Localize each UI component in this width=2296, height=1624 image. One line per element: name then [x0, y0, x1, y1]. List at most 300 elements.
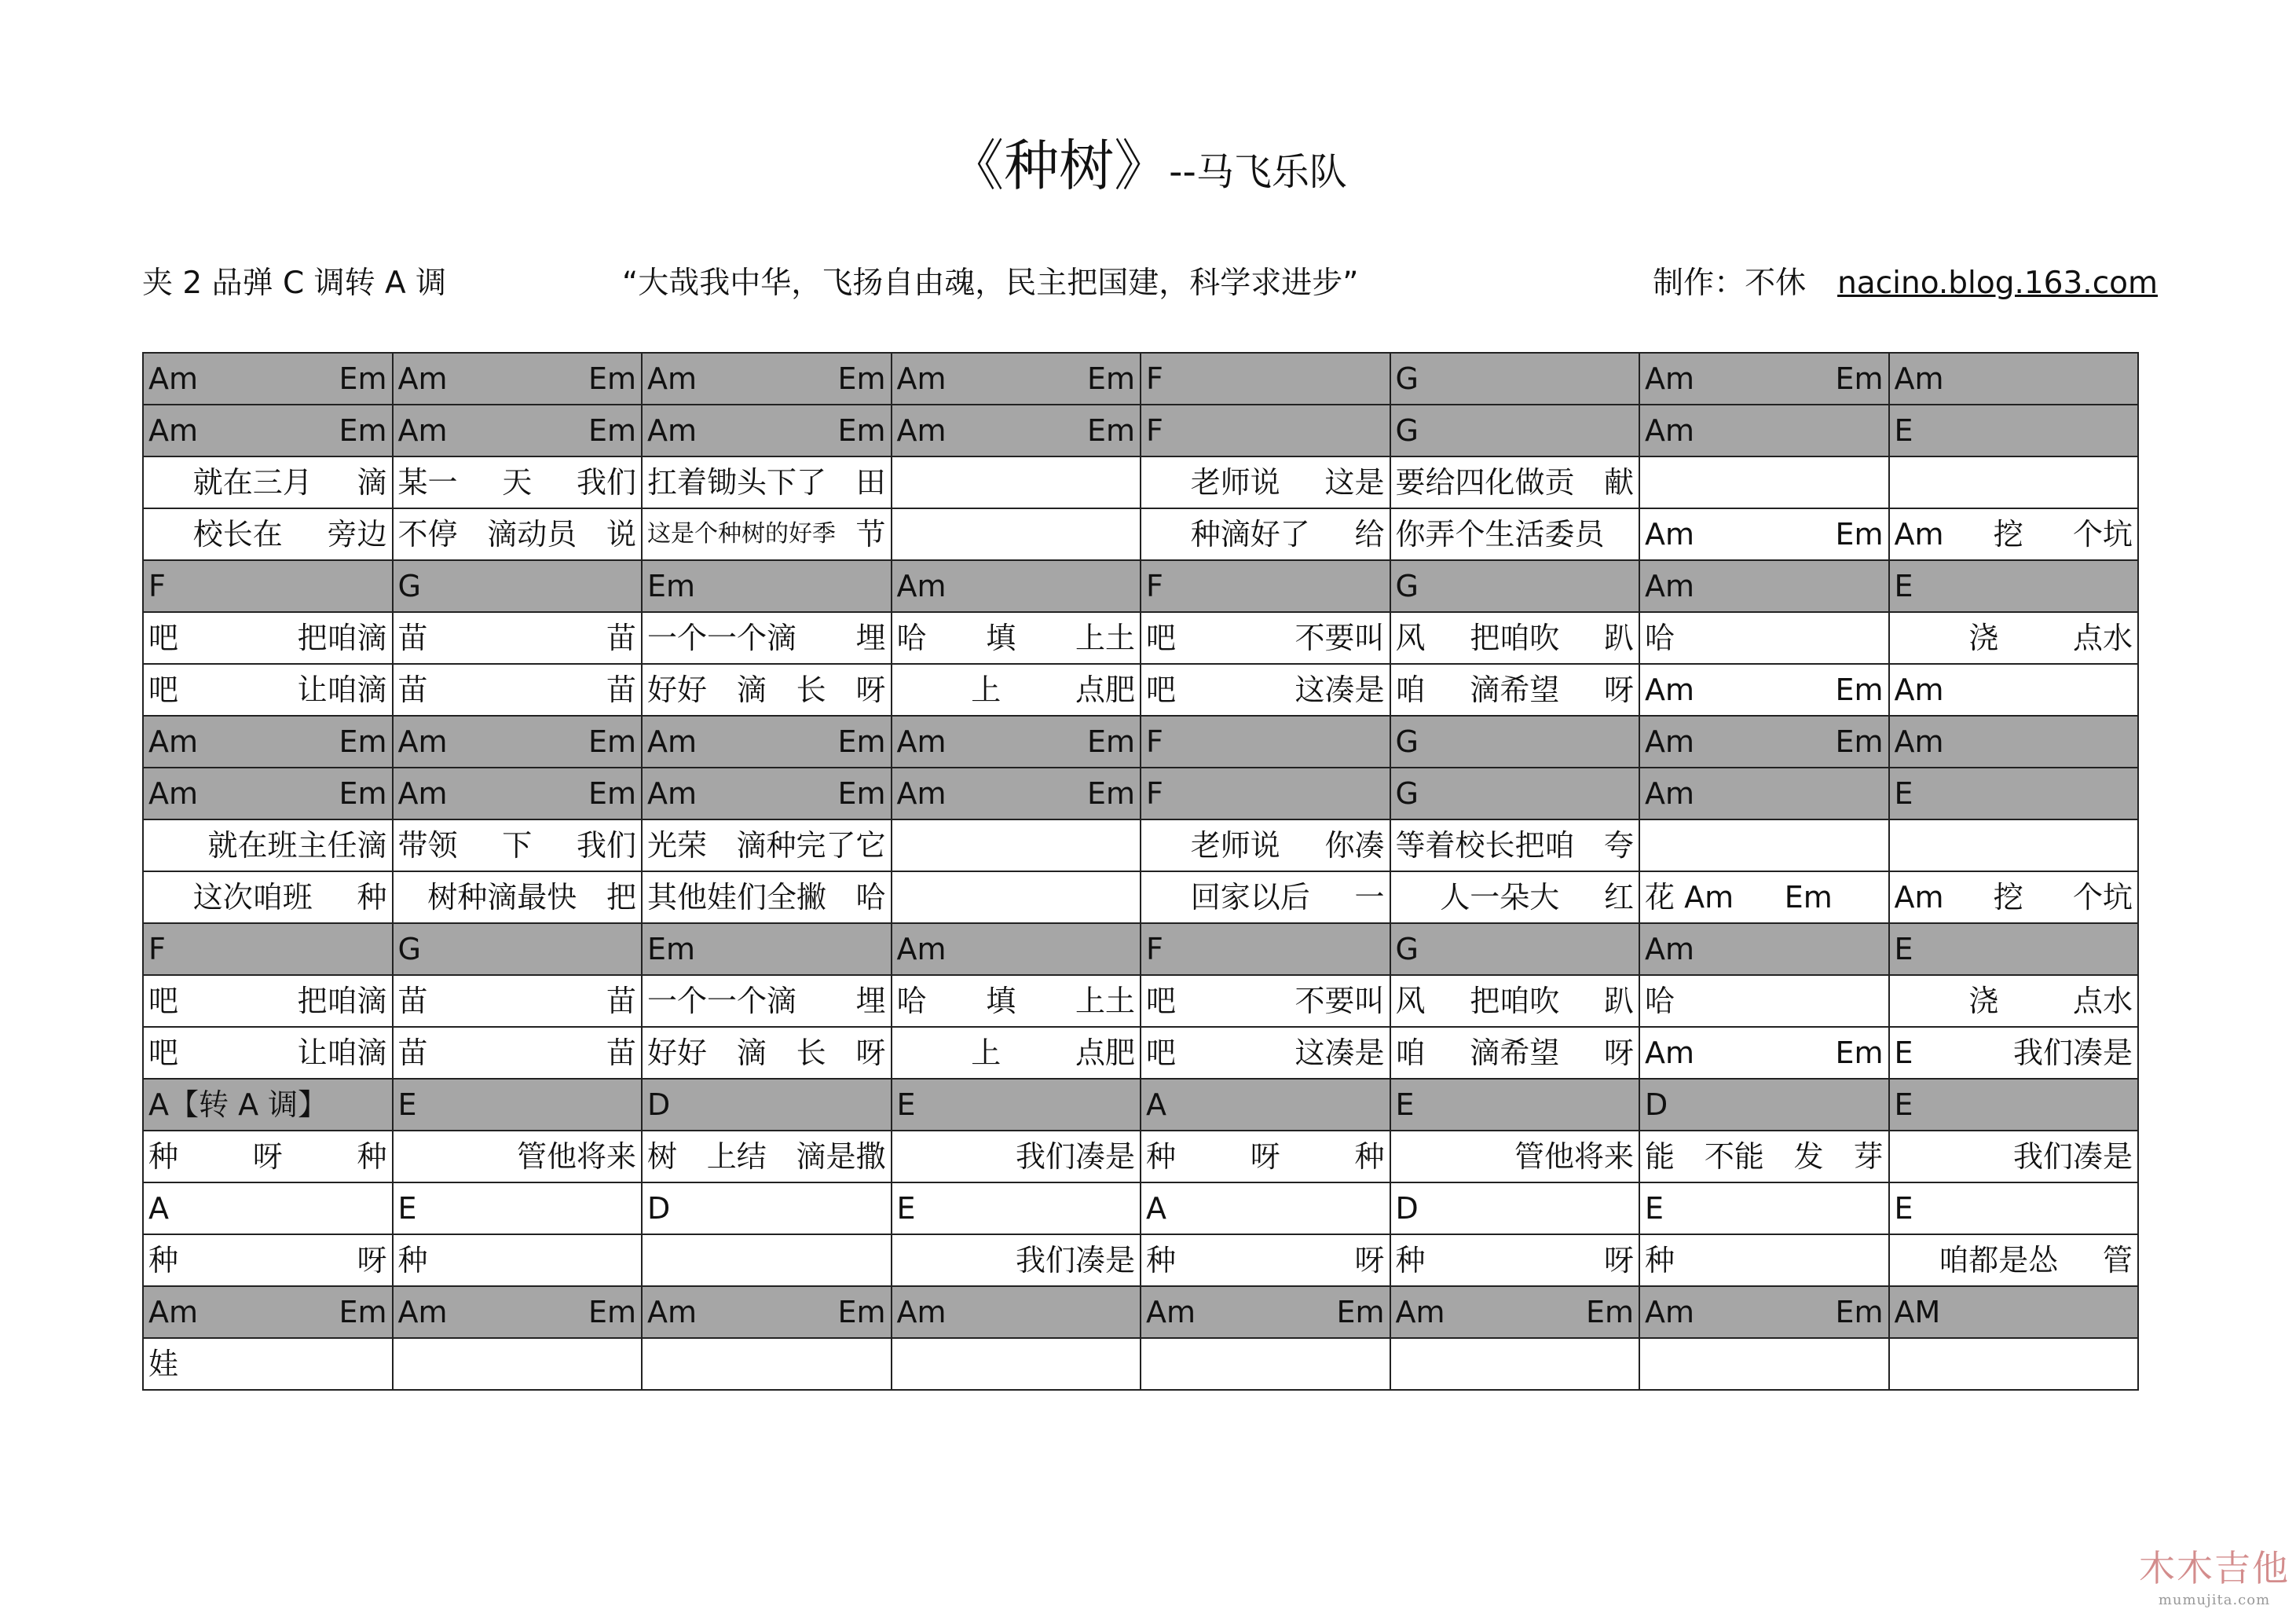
chord-symbol: Em — [588, 776, 636, 811]
lyric-row — [143, 1338, 2138, 1390]
lyric-text: 呀 — [855, 1036, 886, 1070]
chord-symbol: Em — [837, 776, 886, 811]
chord-row — [143, 716, 2138, 768]
lyric-cell — [1390, 819, 1640, 871]
chord-symbol: Em — [339, 413, 387, 448]
lyric-text: 要给四化做贡 — [1395, 465, 1575, 500]
chord-symbol: Am — [647, 361, 698, 396]
lyric-text: 夸 — [1603, 828, 1634, 863]
chord-cell — [1889, 353, 2139, 405]
lyric-text: 好好 — [647, 1036, 708, 1070]
lyric-text: 种 — [1146, 1243, 1177, 1278]
chord-symbol: Am — [397, 776, 448, 811]
lyric-text: Am — [1894, 517, 1944, 552]
lyric-text: 其他娃们全撇 — [647, 880, 827, 915]
lyric-text: 个坑 — [2072, 517, 2133, 552]
lyric-cell — [892, 508, 1141, 560]
lyric-text: 节 — [855, 517, 886, 552]
chord-symbol: Em — [1086, 724, 1135, 759]
chord-symbol: G — [1395, 413, 1419, 448]
blog-link[interactable]: nacino.blog.163.com — [1837, 266, 2158, 301]
lyric-text: 管 — [2102, 1243, 2133, 1278]
chord-cell — [1639, 923, 1889, 975]
chord-symbol: Em — [588, 413, 636, 448]
lyric-text: 管他将来 — [1514, 1139, 1634, 1174]
chord-symbol: Em — [1336, 1295, 1385, 1329]
lyric-text: 把咱滴 — [297, 621, 387, 655]
chord-cell — [1141, 560, 1390, 612]
lyric-text: 滴 — [357, 465, 387, 500]
lyric-cell — [642, 456, 892, 508]
chord-cell — [1639, 716, 1889, 768]
lyric-text: A — [1146, 1191, 1166, 1226]
chord-cell — [1390, 353, 1640, 405]
chord-cell — [143, 353, 393, 405]
lyric-cell — [1390, 975, 1640, 1027]
chord-symbol: E — [1894, 1087, 1913, 1122]
chord-symbol: Em — [339, 361, 387, 396]
lyric-text: 带领 — [397, 828, 458, 863]
lyric-row — [143, 1234, 2138, 1286]
lyric-row — [143, 508, 2138, 560]
lyric-cell — [892, 612, 1141, 664]
lyric-text: 滴是撒 — [796, 1139, 886, 1174]
chord-cell — [1390, 1286, 1640, 1338]
lyric-cell — [1390, 1234, 1640, 1286]
chord-symbol: A【转 A 调】 — [148, 1087, 328, 1122]
lyric-cell — [642, 508, 892, 560]
lyric-cell — [1141, 508, 1390, 560]
chord-symbol: F — [1146, 776, 1163, 811]
lyric-text: 种 — [1395, 1243, 1426, 1278]
lyric-cell — [1141, 1338, 1390, 1390]
watermark-url: mumujita.com — [2158, 1592, 2271, 1608]
chord-symbol: F — [1146, 932, 1163, 966]
lyric-text: 苗 — [606, 1036, 636, 1070]
chord-symbol: Em — [588, 1295, 636, 1329]
chord-symbol: Am — [148, 413, 199, 448]
lyric-cell — [642, 1027, 892, 1079]
chord-cell — [1889, 768, 2139, 819]
lyric-text: 苗 — [397, 673, 428, 707]
lyric-text: 点肥 — [1075, 673, 1135, 707]
lyric-text: 种 — [357, 1139, 387, 1174]
lyric-text: 我们凑是 — [2012, 1139, 2133, 1174]
chord-row — [143, 560, 2138, 612]
chord-symbol: Em — [837, 1295, 886, 1329]
chord-cell — [1639, 1079, 1889, 1131]
lyric-cell — [642, 1234, 892, 1286]
lyric-text: Am — [1645, 517, 1695, 552]
chord-symbol: Am — [397, 413, 448, 448]
chord-symbol: Am — [148, 776, 199, 811]
chord-row — [143, 768, 2138, 819]
lyric-text: 我们 — [576, 828, 636, 863]
lyric-cell — [1141, 456, 1390, 508]
chord-symbol: Am — [397, 1295, 448, 1329]
lyric-text: Am — [1894, 880, 1944, 915]
song-artist: --马飞乐队 — [1169, 150, 1347, 194]
lyric-cell — [393, 612, 643, 664]
lyric-text: 旁边 — [327, 517, 387, 552]
lyric-cell — [1390, 1027, 1640, 1079]
lyric-cell — [143, 1234, 393, 1286]
lyric-text: 好好 — [647, 673, 708, 707]
lyric-cell — [642, 1131, 892, 1182]
lyric-text: 咱都是怂 — [1939, 1243, 2059, 1278]
lyric-text: 上土 — [1075, 621, 1135, 655]
lyric-text: 呀 — [855, 673, 886, 707]
lyric-text: 上 — [971, 673, 1002, 707]
lyric-text: 这是个种树的好季 — [647, 520, 836, 548]
lyric-text: 埋 — [855, 984, 886, 1018]
chord-symbol: F — [148, 569, 166, 603]
chord-cell — [143, 1286, 393, 1338]
lyric-cell — [892, 1338, 1141, 1390]
lyric-cell — [143, 1338, 393, 1390]
lyric-text: 吧 — [148, 1036, 179, 1070]
lyric-cell — [892, 1182, 1141, 1234]
lyric-cell — [642, 1338, 892, 1390]
lyric-row — [143, 975, 2138, 1027]
lyric-cell — [1639, 1027, 1889, 1079]
lyric-text: 你凑 — [1324, 828, 1385, 863]
chord-symbol: E — [896, 1087, 916, 1122]
lyric-text: 吧 — [1146, 673, 1177, 707]
lyric-cell — [1889, 819, 2139, 871]
lyric-text: 长 — [796, 1036, 826, 1070]
chord-symbol: E — [1395, 1087, 1415, 1122]
chord-symbol: G — [397, 569, 421, 603]
lyric-text: 天 — [502, 465, 533, 500]
lyric-cell — [892, 819, 1141, 871]
lyric-row — [143, 664, 2138, 716]
lyric-cell — [1889, 871, 2139, 923]
lyric-cell — [143, 456, 393, 508]
lyric-text: 给 — [1354, 517, 1385, 552]
lyric-text: 不要叫 — [1294, 984, 1385, 1018]
chord-cell — [1889, 1079, 2139, 1131]
chord-cell — [892, 768, 1141, 819]
lyric-cell — [892, 664, 1141, 716]
lyric-text: 吧 — [1146, 984, 1177, 1018]
lyric-cell — [393, 1027, 643, 1079]
chord-symbol: Em — [1835, 724, 1884, 759]
lyric-text: 吧 — [148, 673, 179, 707]
chord-row — [143, 353, 2138, 405]
lyric-text: 滴 — [736, 673, 767, 707]
chord-cell — [1390, 923, 1640, 975]
lyric-text: 种 — [1146, 1139, 1177, 1174]
lyric-text: 种滴好了 — [1190, 517, 1310, 552]
lyric-text: 娃 — [148, 1347, 179, 1381]
lyric-text: 某一 — [397, 465, 458, 500]
chord-symbol: Am — [1645, 776, 1695, 811]
lyric-cell — [1889, 975, 2139, 1027]
lyric-text: 呀 — [1603, 1036, 1634, 1070]
lyric-text: 管他将来 — [516, 1139, 636, 1174]
lyric-text: 呀 — [1250, 1139, 1280, 1174]
lyric-text: 埋 — [855, 621, 886, 655]
lyric-text: 树 — [647, 1139, 678, 1174]
lyric-text: E — [1645, 1191, 1664, 1226]
chord-cell — [1390, 405, 1640, 456]
lyric-cell — [143, 975, 393, 1027]
lyric-cell — [1889, 456, 2139, 508]
chord-cell — [143, 716, 393, 768]
song-title-main: 《种树》 — [949, 134, 1170, 198]
lyric-cell — [393, 975, 643, 1027]
lyric-cell — [143, 871, 393, 923]
lyric-cell — [642, 1182, 892, 1234]
lyric-cell — [1141, 1131, 1390, 1182]
chord-cell — [1889, 923, 2139, 975]
chord-symbol: Am — [647, 724, 698, 759]
lyric-cell — [1141, 664, 1390, 716]
lyric-text: 苗 — [397, 621, 428, 655]
chord-cell — [393, 768, 643, 819]
chord-cell — [892, 560, 1141, 612]
chord-cell — [1639, 405, 1889, 456]
lyric-text: 风 — [1395, 621, 1426, 655]
lyric-text: 把 — [606, 880, 636, 915]
lyric-text: 滴 — [736, 1036, 767, 1070]
lyric-text: 呀 — [357, 1243, 387, 1278]
chord-cell — [642, 560, 892, 612]
chord-symbol: Em — [339, 776, 387, 811]
lyric-text: 吧 — [1146, 1036, 1177, 1070]
chord-symbol: A — [1146, 1087, 1166, 1122]
lyric-cell — [892, 456, 1141, 508]
lyric-cell — [1141, 1182, 1390, 1234]
chord-symbol: Am — [1645, 361, 1695, 396]
lyric-cell — [393, 1182, 643, 1234]
chord-symbol: Am — [148, 724, 199, 759]
lyric-cell — [1141, 1234, 1390, 1286]
lyric-text: 哈 — [896, 984, 927, 1018]
lyric-text: 挖 — [1993, 517, 2023, 552]
chord-cell — [1390, 768, 1640, 819]
lyric-text: 浇 — [1968, 621, 1999, 655]
lyric-row — [143, 871, 2138, 923]
chord-cell — [1639, 1286, 1889, 1338]
capo-key-info: 夹 2 品弹 C 调转 A 调 — [142, 266, 447, 301]
lyric-text: 树种滴最快 — [427, 880, 577, 915]
chord-symbol: Em — [1585, 1295, 1634, 1329]
lyric-cell — [642, 664, 892, 716]
author-info — [1653, 266, 2158, 302]
chord-cell — [642, 768, 892, 819]
lyric-text: 老师说 — [1190, 465, 1280, 500]
lyric-cell — [393, 1234, 643, 1286]
chord-symbol: Em — [837, 724, 886, 759]
lyric-text: 哈 — [1645, 621, 1675, 655]
chord-symbol: Am — [1894, 724, 1944, 759]
chord-cell — [393, 716, 643, 768]
chord-cell — [1141, 353, 1390, 405]
lyric-cell — [1141, 1027, 1390, 1079]
lyric-cell — [1889, 508, 2139, 560]
lyric-cell — [393, 819, 643, 871]
chord-cell — [892, 1079, 1141, 1131]
lyric-text: 种 — [148, 1139, 179, 1174]
lyric-text: 长 — [796, 673, 826, 707]
lyric-text: 种 — [357, 880, 387, 915]
chord-symbol: Am — [1894, 361, 1944, 396]
lyric-text: 说 — [606, 517, 636, 552]
lyric-cell — [1889, 612, 2139, 664]
chord-symbol: F — [1146, 413, 1163, 448]
lyric-row — [143, 1027, 2138, 1079]
lyric-cell — [1889, 1338, 2139, 1390]
author-label: 制作：不休 — [1653, 266, 1807, 301]
lyric-text: 呀 — [1354, 1243, 1385, 1278]
chord-cell — [143, 560, 393, 612]
lyric-text: 滴希望 — [1470, 1036, 1560, 1070]
lyric-cell — [1639, 1131, 1889, 1182]
lyric-text: 滴希望 — [1470, 673, 1560, 707]
chord-symbol: Am — [896, 361, 947, 396]
lyric-cell — [1141, 871, 1390, 923]
lyric-text: 我们凑是 — [1015, 1139, 1135, 1174]
chord-symbol: Am — [397, 361, 448, 396]
lyric-text: 上 — [971, 1036, 1002, 1070]
chord-symbol: Em — [647, 569, 696, 603]
lyric-text: 吧 — [148, 621, 179, 655]
lyric-text: 光荣 — [647, 828, 708, 863]
song-title — [0, 134, 2296, 198]
lyric-text: 趴 — [1603, 984, 1634, 1018]
site-watermark — [2139, 1540, 2290, 1608]
lyric-text: 趴 — [1603, 621, 1634, 655]
chord-cell — [892, 1286, 1141, 1338]
chord-cell — [892, 353, 1141, 405]
lyric-text: 滴动员 — [487, 517, 577, 552]
lyric-text: 老师说 — [1190, 828, 1280, 863]
watermark-logo: 木木吉他 — [2139, 1547, 2290, 1589]
lyric-text: 呀 — [252, 1139, 283, 1174]
chord-symbol: Am — [1645, 569, 1695, 603]
lyric-cell — [1390, 456, 1640, 508]
lyric-text: 一个一个滴 — [647, 621, 797, 655]
lyric-text: D — [647, 1191, 671, 1226]
chord-cell — [892, 405, 1141, 456]
lyric-text: 等着校长把咱 — [1395, 828, 1575, 863]
lyric-cell — [1390, 871, 1640, 923]
lyric-text: 我们凑是 — [1015, 1243, 1135, 1278]
chord-cell — [143, 405, 393, 456]
lyric-cell — [1390, 1182, 1640, 1234]
lyric-text: 滴种完了它 — [736, 828, 886, 863]
lyric-text: 填 — [986, 621, 1016, 655]
lyric-text: 就在班主任滴 — [207, 828, 387, 863]
lyric-cell — [892, 1131, 1141, 1182]
chord-lyric-table — [142, 352, 2139, 1391]
chord-cell — [393, 405, 643, 456]
lyric-text: 这次咱班 — [192, 880, 313, 915]
lyric-text: 填 — [986, 984, 1016, 1018]
lyric-text: 人一朵大 — [1440, 880, 1560, 915]
lyric-row — [143, 1182, 2138, 1234]
chord-symbol: F — [1146, 569, 1163, 603]
lyric-text: 能 — [1645, 1139, 1675, 1174]
lyric-text: 一 — [1354, 880, 1385, 915]
chord-symbol: Am — [647, 413, 698, 448]
chord-cell — [642, 716, 892, 768]
lyric-cell — [143, 664, 393, 716]
lyric-cell — [393, 508, 643, 560]
lyric-text: 种 — [397, 1243, 428, 1278]
lyric-text: 这凑是 — [1294, 673, 1385, 707]
lyric-cell — [1889, 1131, 2139, 1182]
chord-symbol: AM — [1894, 1295, 1941, 1329]
lyric-cell — [393, 871, 643, 923]
chord-symbol: E — [1894, 932, 1913, 966]
lyric-text: 点水 — [2072, 621, 2133, 655]
chord-row — [143, 1079, 2138, 1131]
chord-symbol: D — [647, 1087, 671, 1122]
lyric-text: 这凑是 — [1294, 1036, 1385, 1070]
chord-symbol: Em — [647, 932, 696, 966]
lyric-text: Em — [1835, 673, 1884, 707]
chord-symbol: Em — [837, 413, 886, 448]
chord-cell — [1889, 716, 2139, 768]
lyric-cell — [143, 508, 393, 560]
chord-symbol: Am — [647, 776, 698, 811]
chord-cell — [143, 768, 393, 819]
chord-cell — [1639, 560, 1889, 612]
lyric-text: Em — [1835, 517, 1884, 552]
lyric-cell — [1639, 975, 1889, 1027]
lyric-text: 芽 — [1853, 1139, 1884, 1174]
chord-symbol: Am — [896, 569, 947, 603]
lyric-text: 呀 — [1603, 673, 1634, 707]
lyric-text: 点肥 — [1075, 1036, 1135, 1070]
lyric-text: Am — [1645, 673, 1695, 707]
lyric-cell — [1639, 612, 1889, 664]
lyric-text: 我们凑是 — [2012, 1036, 2133, 1070]
chord-cell — [892, 923, 1141, 975]
lyric-cell — [393, 664, 643, 716]
chord-cell — [1889, 405, 2139, 456]
chord-symbol: Em — [1835, 1295, 1884, 1329]
chord-symbol: G — [1395, 569, 1419, 603]
chord-cell — [642, 353, 892, 405]
lyric-text: 不能 — [1704, 1139, 1764, 1174]
chord-symbol: Em — [339, 724, 387, 759]
lyric-cell — [892, 975, 1141, 1027]
lyric-cell — [1390, 612, 1640, 664]
chord-cell — [1141, 768, 1390, 819]
lyric-cell — [1390, 1338, 1640, 1390]
lyric-row — [143, 1131, 2138, 1182]
lyric-text: 浇 — [1968, 984, 1999, 1018]
lyric-cell — [1889, 1027, 2139, 1079]
lyric-cell — [1390, 1131, 1640, 1182]
chord-symbol: Am — [1395, 1295, 1445, 1329]
chord-symbol: Em — [588, 724, 636, 759]
chord-symbol: Em — [1086, 776, 1135, 811]
lyric-text: 校长在 — [192, 517, 283, 552]
chord-row — [143, 405, 2138, 456]
lyric-text: Em — [1784, 880, 1833, 915]
lyric-text: 不停 — [397, 517, 458, 552]
chord-cell — [1141, 923, 1390, 975]
chord-symbol: Am — [1146, 1295, 1196, 1329]
lyric-cell — [1639, 664, 1889, 716]
chord-symbol: Em — [588, 361, 636, 396]
chord-symbol: Am — [896, 413, 947, 448]
